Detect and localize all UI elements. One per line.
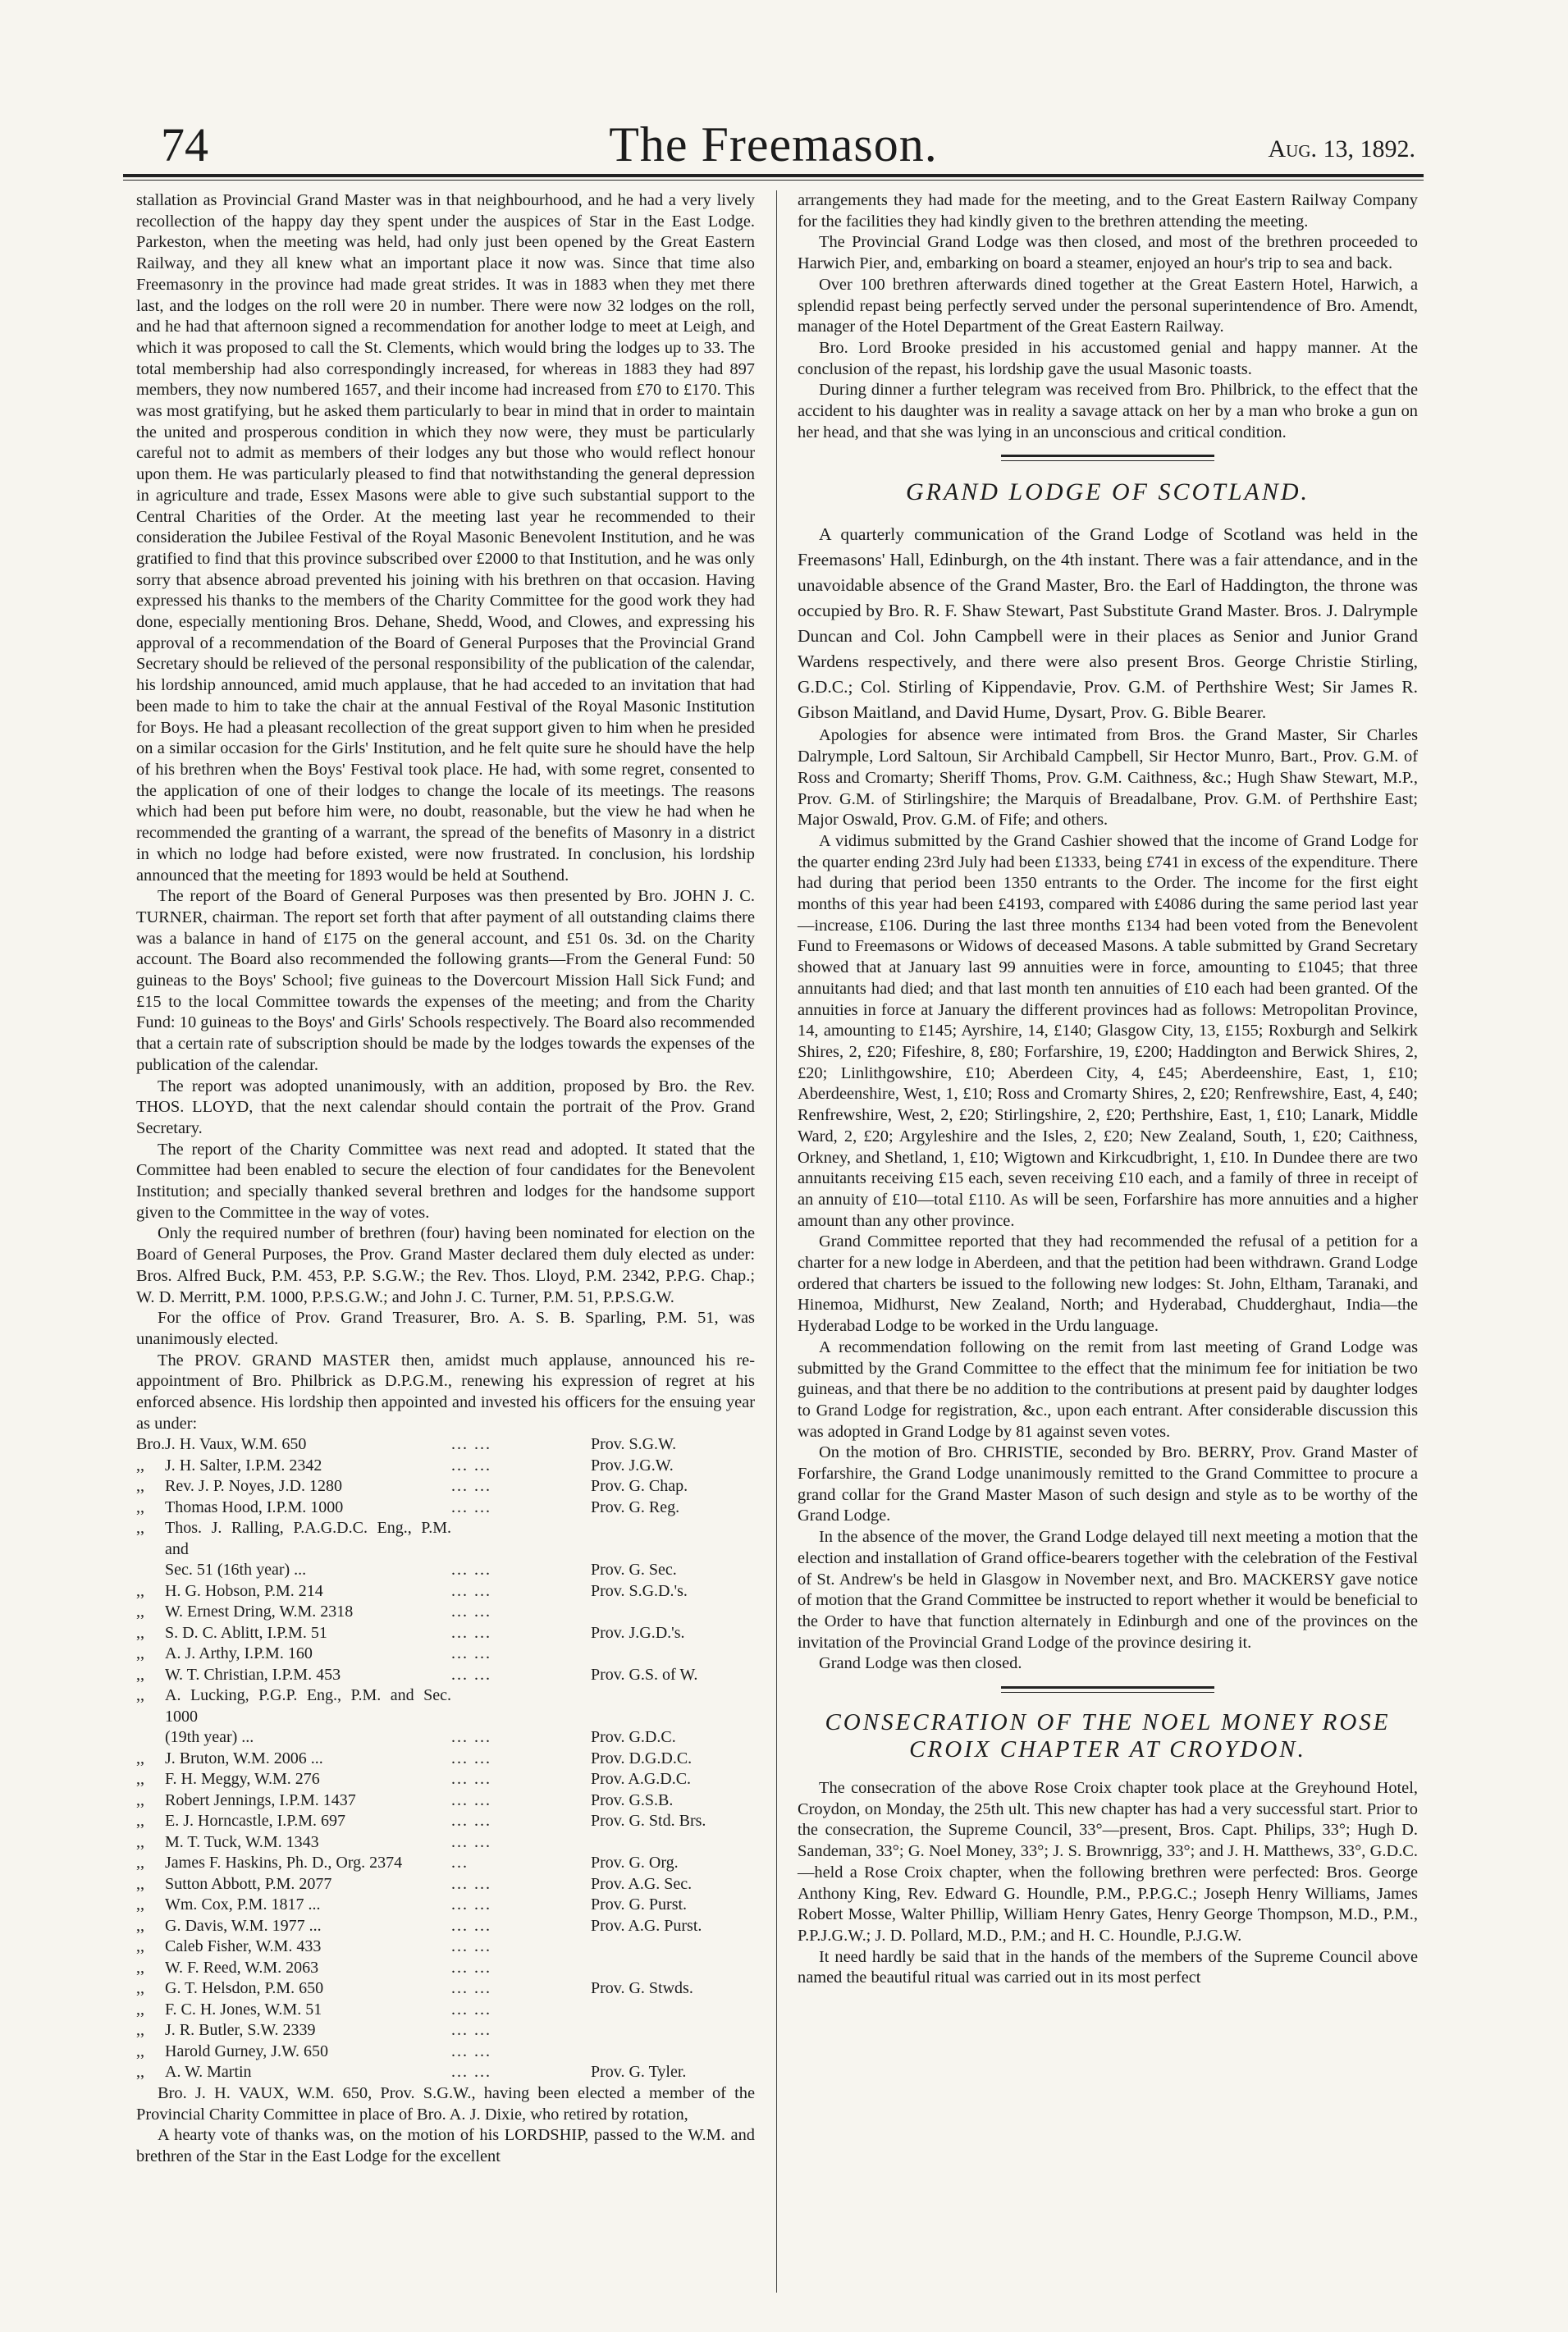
- officer-leader-dots: ... ...: [451, 2021, 491, 2040]
- issue-date: Aug. 13, 1892.: [1268, 135, 1415, 162]
- officer-office: Prov. A.G.D.C.: [591, 1770, 692, 1789]
- officer-leader-dots: ... ...: [451, 1665, 491, 1684]
- officer-prefix: ,,: [136, 1749, 144, 1767]
- article-paragraph: Grand Committee reported that they had recommended the refusal of a petition for a charter for a new lodge in Aberdeen, and that the petition had been withdrawn. Grand Lodge ordered that charters be issued to the following new lodges: St. John, Eltham, Taranaki, and Hinemoa, Midhurst, New Zealand, North; and Hyderabad, Chudderghaut, India—the Hyderabad Lodge to be worked in the Urdu language.: [798, 1232, 1418, 1336]
- officer-row: [136, 1811, 755, 1832]
- column-divider: [776, 190, 777, 2293]
- officer-name: (19th year) ...: [165, 1728, 254, 1747]
- officer-prefix: ,,: [136, 1456, 144, 1475]
- officer-leader-dots: ... ...: [451, 1561, 491, 1580]
- officer-office: [591, 1602, 755, 1623]
- officer-prefix: ,,: [136, 2042, 144, 2060]
- officer-leader-dots: ... ...: [451, 1623, 491, 1642]
- officer-prefix: ,,: [136, 1686, 144, 1705]
- officer-prefix: ,,: [136, 1477, 144, 1496]
- officer-name: Rev. J. P. Noyes, J.D. 1280: [165, 1477, 342, 1496]
- officer-office: Prov. J.G.D.'s.: [591, 1623, 685, 1642]
- officer-prefix: ,,: [136, 1581, 144, 1600]
- officer-row: [136, 1769, 755, 1790]
- officer-leader-dots: ... ...: [451, 1790, 491, 1809]
- officer-leader-dots: ... ...: [451, 1979, 491, 1998]
- article-paragraph: During dinner a further telegram was received from Bro. Philbrick, to the effect that the accident to his daughter was in reality a savage attack on her by a man who broke a gun on her head, and that she was lying in an unconscious and critical condition.: [798, 381, 1418, 441]
- officer-leader-dots: ... ...: [451, 1937, 491, 1956]
- officer-name: Sec. 51 (16th year) ...: [165, 1561, 307, 1580]
- article-paragraph: For the office of Prov. Grand Treasurer, Bro. A. S. B. Sparling, P.M. 51, was unanimously elected.: [136, 1309, 755, 1348]
- officer-office: [591, 1832, 755, 1854]
- officer-leader-dots: ... ...: [451, 1874, 491, 1893]
- officer-leader-dots: ... ...: [451, 1644, 491, 1663]
- officer-row: [136, 1978, 755, 2000]
- officer-name: Harold Gurney, J.W. 650: [165, 2042, 329, 2060]
- officer-prefix: ,,: [136, 1790, 144, 1809]
- officer-name: A. W. Martin: [165, 2063, 252, 2082]
- officer-name: J. H. Salter, I.P.M. 2342: [165, 1456, 322, 1475]
- officer-prefix: ,,: [136, 1854, 144, 1872]
- officer-prefix: Bro.: [136, 1435, 165, 1454]
- left-column: [136, 190, 755, 2168]
- officer-name: J. R. Butler, S.W. 2339: [165, 2021, 316, 2040]
- officer-leader-dots: ... ...: [451, 1832, 491, 1851]
- officer-office: Prov. D.G.D.C.: [591, 1749, 693, 1767]
- officer-leader-dots: ...: [451, 1854, 469, 1872]
- officer-row: [136, 1602, 755, 1623]
- officer-name: F. C. H. Jones, W.M. 51: [165, 2000, 322, 2019]
- officer-prefix: [136, 1560, 165, 1581]
- officer-prefix: ,,: [136, 2000, 144, 2019]
- officer-row: [136, 1665, 755, 1686]
- officer-name: Caleb Fisher, W.M. 433: [165, 1937, 322, 1956]
- masthead: [123, 115, 1424, 174]
- officer-leader-dots: ... ...: [451, 1603, 491, 1621]
- officer-name: A. J. Arthy, I.P.M. 160: [165, 1644, 313, 1663]
- officer-name: W. F. Reed, W.M. 2063: [165, 1958, 319, 1977]
- article-paragraph: A recommendation following on the remit from last meeting of Grand Lodge was submitted by the Grand Committee to the effect that the minimum fee for initiation be two guineas, and that there be no addition to the contributions at present paid by daughter lodges to Grand Lodge for registration, &c., upon each entrant. After considerable discussion this was adopted in Grand Lodge by 81 against seven votes.: [798, 1337, 1418, 1441]
- officer-name: S. D. C. Ablitt, I.P.M. 51: [165, 1623, 327, 1642]
- article-paragraph: A vidimus submitted by the Grand Cashier showed that the income of Grand Lodge for the quarter ending 23rd July had been £1333, being £741 in excess of the expenditure. There had during that period been 1350 entrants to the Order. The income for the first eight months of this year had been £4193, compared with £4086 during the same period last year—increase, £106. During the last three months £134 had been voted from the Benevolent Fund to Freemasons or Widows of deceased Masons. A table submitted by Grand Secretary showed that at January last 99 annuities were in force, amounting to £1045; that three annuitants had died; and that last month ten annuities of £10 each had been granted. Of the annuities in force at January the different provinces had as follows: Metropolitan Province, 14, amounting to £145; Ayrshire, 14, £140; Glasgow City, 13, £155; Roxburgh and Selkirk Shires, 2, £20; Fifeshire, 8, £80; Forfarshire, 19, £200; Haddington and Berwick Shires, 2, £20; Linlithgowshire, £10; Aberdeen City, 4, £45; Aberdeenshire, East, 1, £10; Aberdeenshire, West, 1, £10; Ross and Cromarty Shires, 2, £20; Renfrewshire, East, 4, £40; Renfrewshire, West, 2, £20; Stirlingshire, 2, £20; Perthshire, East, 1, £10; Lanark, Middle Ward, 2, £20; Argyleshire and the Isles, 2, £20; New Zealand, South, 1, £20; Caithness, Orkney, and Shetland, 1, £10; Wigtown and Kirkcudbright, 1, £10. In Dundee there are two annuitants receiving £15 each, seven receiving £10 each, and a family of three in receipt of an annuity of £10—total £110. As will be seen, Forfarshire has more annuities and a higher amount than any other province.: [798, 831, 1418, 1230]
- officer-prefix: ,,: [136, 1603, 144, 1621]
- officer-leader-dots: ... ...: [451, 1728, 491, 1747]
- article-paragraph: In the absence of the mover, the Grand Lodge delayed till next meeting a motion that the election and installation of Grand office-bearers together with the celebration of the Festival of St. Andrew's be held in Glasgow in November next, and Bro. MACKERSY gave notice of motion that the Grand Committee be instructed to report whether it would be beneficial to the Order to have that function alternately in Edinburgh and one of the provinces on the invitation of the Provincial Grand Lodge of the province desiring it.: [798, 1528, 1418, 1652]
- officer-name: J. Bruton, W.M. 2006 ...: [165, 1749, 323, 1767]
- officers-list: [136, 1434, 755, 2083]
- officer-name: James F. Haskins, Ph. D., Org. 2374: [165, 1854, 403, 1872]
- officer-prefix: ,,: [136, 1623, 144, 1642]
- officer-office: [591, 2042, 755, 2063]
- officer-leader-dots: ... ...: [451, 1895, 491, 1914]
- right-column: [798, 190, 1418, 1989]
- officer-name: G. Davis, W.M. 1977 ...: [165, 1916, 322, 1935]
- officer-prefix: ,,: [136, 1519, 144, 1538]
- officer-leader-dots: ... ...: [451, 2042, 491, 2060]
- officer-leader-dots: ... ...: [451, 1498, 491, 1516]
- officer-row: [136, 1790, 755, 1812]
- officer-name: Sutton Abbott, P.M. 2077: [165, 1874, 332, 1893]
- officer-row: [136, 1518, 755, 1560]
- officer-prefix: ,,: [136, 1812, 144, 1831]
- croydon-heading-line-1: CONSECRATION OF THE NOEL MONEY ROSE: [825, 1709, 1391, 1736]
- officer-row: [136, 1936, 755, 1958]
- officer-row: [136, 1456, 755, 1477]
- officer-prefix: ,,: [136, 1644, 144, 1663]
- article-paragraph: stallation as Provincial Grand Master was in that neighbourhood, and he had a very lively recollection of the happy day they spent under the auspices of Star in the East Lodge. Parkeston, when the meeting was held, had only just been opened by the Great Eastern Railway, and they all knew what an important place it now was. Since that time also Freemasonry in the province had made great strides. It was in 1883 when they met there last, and the lodges on the roll were 20 in number. There were now 32 lodges on the roll, and he had that afternoon signed a recommendation for another lodge to meet at Leigh, and which it was proposed to call the St. Clements, which would bring the lodges up to 33. The total membership had also correspondingly increased, for whereas in 1883 they had 897 members, they now numbered 1657, and their income had increased from £70 to £170. This was most gratifying, but he asked them particularly to bear in mind that in order to maintain the united and prosperous condition in which they now were, they must be particularly careful not to admit as members of their lodges any but those who would reflect honour upon them. He was particularly pleased to find that notwithstanding the general depression in agriculture and trade, Essex Masons were able to give such substantial support to the Central Charities of the Order. At the meeting last year he recommended to their consideration the Jubilee Festival of the Royal Masonic Benevolent Institution, and he was gratified to find that this province subscribed over £2000 to that Institution, and he was only sorry that absence abroad prevented his joining with his brethren on that occasion. Having expressed his thanks to the members of the Charity Committee for the good work they had done, especially mentioning Bros. Dehane, Shedd, Wood, and Clowes, and expressing his approval of a recommendation of the Board of General Purposes that the Provincial Grand Secretary should be relieved of the personal responsibility of the publication of the calendar, his lordship announced, amid much applause, that he had acceded to an invitation that had been made to him to take the chair at the annual Festival of the Royal Masonic Institution for Boys. He had a pleasant recollection of the great support given to him when he presided on a similar occasion for the Girls' Institution, and he felt quite sure he should have the help of his brethren when the Boys' Festival took place. He had, with some regret, consented to the application of one of their lodges to change the locale of its meetings. The reasons which had been put before him were, no doubt, reasonable, but the view he had when he recommended the granting of a warrant, the spread of the benefits of Masonry in a district in which no lodge had before existed, were now frustrated. In conclusion, his lordship announced that the meeting for 1893 would be held at Southend.: [136, 191, 755, 885]
- officer-name: M. T. Tuck, W.M. 1343: [165, 1832, 319, 1851]
- officer-leader-dots: ... ...: [451, 1770, 491, 1789]
- officer-leader-dots: [451, 1518, 591, 1560]
- article-paragraph: On the motion of Bro. CHRISTIE, seconded by Bro. BERRY, Prov. Grand Master of Forfarshire, the Grand Lodge unanimously remitted to the Grand Committee to procure a grand collar for the Grand Master Mason of such design and style as to be worthy of the Grand Lodge.: [798, 1443, 1418, 1525]
- officer-name: Thomas Hood, I.P.M. 1000: [165, 1498, 344, 1516]
- article-paragraph: The consecration of the above Rose Croix chapter took place at the Greyhound Hotel, Croydon, on Monday, the 25th ult. This new chapter has had a very successful start. Prior to the consecration, the Supreme Council, 33°—present, Bros. Capt. Philips, 33°; Hugh D. Sandeman, 33°; G. Noel Money, 33°; J. S. Brownrigg, 33°; and J. H. Matthews, 33°, G.D.C.—held a Rose Croix chapter, when the following brethren were perfected: Bros. George Anthony King, Rev. Edward G. Houndle, P.M., P.P.G.C.; Joseph Henry Williams, James Robert Mosse, Walter Phillip, William Henry Gates, Henry George Thompson, M.D., P.M., P.P.J.G.W.; J. D. Pollard, M.D., P.M.; and H. C. Houndle, P.J.G.W.: [798, 1779, 1418, 1945]
- section-rule-thin: [1001, 1692, 1214, 1693]
- officer-prefix: ,,: [136, 1832, 144, 1851]
- page-number: 74: [161, 118, 208, 171]
- officer-office: [591, 1644, 755, 1665]
- croydon-heading-line-2: CROIX CHAPTER AT CROYDON.: [909, 1736, 1306, 1763]
- officer-office: Prov. G. Sec.: [591, 1561, 677, 1580]
- officer-name: J. H. Vaux, W.M. 650: [165, 1435, 307, 1454]
- article-paragraph: It need hardly be said that in the hands of the members of the Supreme Council above named the beautiful ritual was carried out in its most perfect: [798, 1947, 1418, 1987]
- officer-leader-dots: ... ...: [451, 1581, 491, 1600]
- officer-office: Prov. G. Purst.: [591, 1895, 688, 1914]
- article-paragraph: A quarterly communication of the Grand Lodge of Scotland was held in the Freemasons' Hall, Edinburgh, on the 4th instant. There was a fair attendance, and in the unavoidable absence of the Grand Master, Bro. the Earl of Haddington, the throne was occupied by Bro. R. F. Shaw Stewart, Past Substitute Grand Master. Bros. J. Dalrymple Duncan and Col. John Campbell were in their places as Senior and Junior Grand Wardens respectively, and there were also present Bros. George Christie Stirling, G.D.C.; Col. Stirling of Kippendavie, Prov. G.M. of Perthshire West; Sir James R. Gibson Maitland, and David Hume, Dysart, Prov. G. Bible Bearer.: [798, 524, 1418, 723]
- officer-name: W. T. Christian, I.P.M. 453: [165, 1665, 341, 1684]
- officer-leader-dots: ... ...: [451, 1477, 491, 1496]
- article-paragraph: Only the required number of brethren (four) having been nominated for election on the Board of General Purposes, the Prov. Grand Master declared them duly elected as under: Bros. Alfred Buck, P.M. 453, P.P. S.G.W.; the Rev. Thos. Lloyd, P.M. 2342, P.P.G. Chap.; W. D. Merritt, P.M. 1000, P.P.S.G.W.; and John J. C. Turner, P.M. 51, P.P.S.G.W.: [136, 1224, 755, 1306]
- article-paragraph: arrangements they had made for the meeting, and to the Great Eastern Railway Company for the facilities they had kindly given to the brethren attending the meeting.: [798, 191, 1418, 231]
- officer-office: [591, 1936, 755, 1958]
- officer-office: Prov. G. Std. Brs.: [591, 1812, 706, 1831]
- officer-row: [136, 2042, 755, 2063]
- officer-row: [136, 1853, 755, 1874]
- officer-office: Prov. G.D.C.: [591, 1728, 676, 1747]
- officer-name: H. G. Hobson, P.M. 214: [165, 1581, 323, 1600]
- officer-name: W. Ernest Dring, W.M. 2318: [165, 1603, 354, 1621]
- officer-office: Prov. G. Chap.: [591, 1477, 688, 1496]
- officer-office: Prov. G. Tyler.: [591, 2063, 687, 2082]
- officer-leader-dots: ... ...: [451, 2000, 491, 2019]
- officer-row: [136, 1958, 755, 1979]
- article-paragraph: A hearty vote of thanks was, on the motion of his LORDSHIP, passed to the W.M. and brethren of the Star in the East Lodge for the excellent: [136, 2126, 755, 2166]
- article-paragraph: Grand Lodge was then closed.: [819, 1654, 1022, 1673]
- officer-row: [136, 1916, 755, 1937]
- officer-leader-dots: [451, 1685, 591, 1727]
- article-paragraph: The report of the Charity Committee was next read and adopted. It stated that the Committee had been enabled to secure the election of four candidates for the Benevolent Institution; and specially thanked several brethren and lodges for the handsome support given to the Committee in the way of votes.: [136, 1140, 755, 1222]
- officer-name: A. Lucking, P.G.P. Eng., P.M. and Sec. 1000: [165, 1686, 451, 1726]
- officer-leader-dots: ... ...: [451, 1812, 491, 1831]
- publication-title: The Freemason.: [609, 117, 938, 171]
- officer-office: [591, 1685, 755, 1727]
- article-paragraph: Bro. J. H. VAUX, W.M. 650, Prov. S.G.W., having been elected a member of the Provincial Charity Committee in place of Bro. A. J. Dixie, who retired by rotation,: [136, 2083, 755, 2124]
- officer-leader-dots: ... ...: [451, 1958, 491, 1977]
- officer-row: [136, 1685, 755, 1727]
- officer-prefix: ,,: [136, 1665, 144, 1684]
- officer-office: Prov. J.G.W.: [591, 1456, 674, 1475]
- officer-office: [591, 2000, 755, 2021]
- officer-office: Prov. G.S.B.: [591, 1790, 674, 1809]
- officer-row: [136, 1749, 755, 1770]
- officer-name: F. H. Meggy, W.M. 276: [165, 1770, 320, 1789]
- officer-prefix: ,,: [136, 2021, 144, 2040]
- officer-row: [136, 1727, 755, 1749]
- officer-leader-dots: ... ...: [451, 1749, 491, 1767]
- officer-office: Prov. G. Org.: [591, 1854, 679, 1872]
- officer-leader-dots: ... ...: [451, 1916, 491, 1935]
- officer-row: [136, 2062, 755, 2083]
- officer-office: Prov. G. Reg.: [591, 1498, 680, 1516]
- officer-prefix: ,,: [136, 1979, 144, 1998]
- officer-prefix: [136, 1727, 165, 1749]
- officer-prefix: ,,: [136, 1937, 144, 1956]
- officer-row: [136, 2000, 755, 2021]
- officer-name: Robert Jennings, I.P.M. 1437: [165, 1790, 356, 1809]
- officer-leader-dots: ... ...: [451, 1435, 491, 1454]
- officer-name: Wm. Cox, P.M. 1817 ...: [165, 1895, 321, 1914]
- article-paragraph: Bro. Lord Brooke presided in his accustomed genial and happy manner. At the conclusion of the repast, his lordship gave the usual Masonic toasts.: [798, 338, 1418, 378]
- section-rule: [1001, 1686, 1214, 1689]
- officer-prefix: ,,: [136, 1498, 144, 1516]
- officer-prefix: ,,: [136, 1770, 144, 1789]
- officer-office: [591, 2020, 755, 2042]
- officer-row: [136, 2020, 755, 2042]
- article-paragraph: Over 100 brethren afterwards dined together at the Great Eastern Hotel, Harwich, a splendid repast being perfectly served under the personal superintendence of Bro. Amendt, manager of the Hotel Department of the Great Eastern Railway.: [798, 275, 1418, 336]
- officer-row: [136, 1498, 755, 1519]
- officer-prefix: ,,: [136, 1958, 144, 1977]
- officer-office: Prov. A.G. Purst.: [591, 1916, 702, 1935]
- officer-row: [136, 1560, 755, 1581]
- officer-office: Prov. G. Stwds.: [591, 1979, 693, 1998]
- officer-prefix: ,,: [136, 1916, 144, 1935]
- officer-office: Prov. A.G. Sec.: [591, 1874, 693, 1893]
- officer-office: [591, 1518, 755, 1560]
- masthead-rule: [123, 174, 1424, 177]
- officer-row: [136, 1644, 755, 1665]
- officer-name: G. T. Helsdon, P.M. 650: [165, 1979, 324, 1998]
- masthead-rule-thin: [123, 180, 1424, 181]
- officer-office: Prov. S.G.W.: [591, 1435, 677, 1454]
- officer-leader-dots: ... ...: [451, 1456, 491, 1475]
- article-paragraph: The report of the Board of General Purposes was then presented by Bro. JOHN J. C. TURNER, chairman. The report set forth that after payment of all outstanding claims there was a balance in hand of £175 on the general account, and £51 0s. 3d. on the Charity account. The Board also recommended the following grants—From the General Fund: 50 guineas to the Boys' School; five guineas to the Dovercourt Mission Hall Sick Fund; and £15 to the local Committee towards the expenses of the meeting; and from the Charity Fund: 10 guineas to the Boys' and Girls' Schools respectively. The Board also recommended that a certain rate of subscription should be made by the lodges towards the expenses of the publication of the calendar.: [136, 887, 755, 1074]
- officer-row: [136, 1895, 755, 1916]
- officer-row: [136, 1476, 755, 1498]
- scotland-heading: GRAND LODGE OF SCOTLAND.: [905, 478, 1310, 506]
- section-rule-thin: [1001, 460, 1214, 461]
- article-paragraph: The report was adopted unanimously, with an addition, proposed by Bro. the Rev. THOS. LLOYD, that the next calendar should contain the portrait of the Prov. Grand Secretary.: [136, 1077, 755, 1137]
- officer-prefix: ,,: [136, 2063, 144, 2082]
- officer-leader-dots: ... ...: [451, 2063, 491, 2082]
- article-paragraph: The PROV. GRAND MASTER then, amidst much applause, announced his re-appointment of Bro. Philbrick as D.P.G.M., renewing his expression of regret at his enforced absence. His lordship then appointed and invested his officers for the ensuing year as under:: [136, 1351, 755, 1433]
- officer-name: E. J. Horncastle, I.P.M. 697: [165, 1812, 345, 1831]
- section-rule: [1001, 455, 1214, 457]
- article-paragraph: Apologies for absence were intimated from Bros. the Grand Master, Sir Charles Dalrymple, Lord Saltoun, Sir Archibald Campbell, Sir Hector Munro, Bart., Prov. G.M. of Ross and Cromarty; Sheriff Thoms, Prov. G.M. Caithness, &c.; Hugh Shaw Stewart, M.P., Prov. G.M. of Stirlingshire; the Marquis of Breadalbane, Prov. G.M. of Perthshire East; Major Oswald, Prov. G.M. of Fife; and others.: [798, 726, 1418, 830]
- officer-row: [136, 1874, 755, 1895]
- officer-row: [136, 1581, 755, 1603]
- article-paragraph: The Provincial Grand Lodge was then closed, and most of the brethren proceeded to Harwich Pier, and, embarking on board a steamer, enjoyed an hour's trip to sea and back.: [798, 233, 1418, 273]
- officer-office: Prov. G.S. of W.: [591, 1665, 698, 1684]
- officer-name: Thos. J. Ralling, P.A.G.D.C. Eng., P.M. and: [165, 1519, 451, 1558]
- officer-office: Prov. S.G.D.'s.: [591, 1581, 688, 1600]
- officer-office: [591, 1958, 755, 1979]
- officer-prefix: ,,: [136, 1874, 144, 1893]
- officer-row: [136, 1623, 755, 1644]
- officer-prefix: ,,: [136, 1895, 144, 1914]
- officer-row: [136, 1832, 755, 1854]
- officer-row: [136, 1434, 755, 1456]
